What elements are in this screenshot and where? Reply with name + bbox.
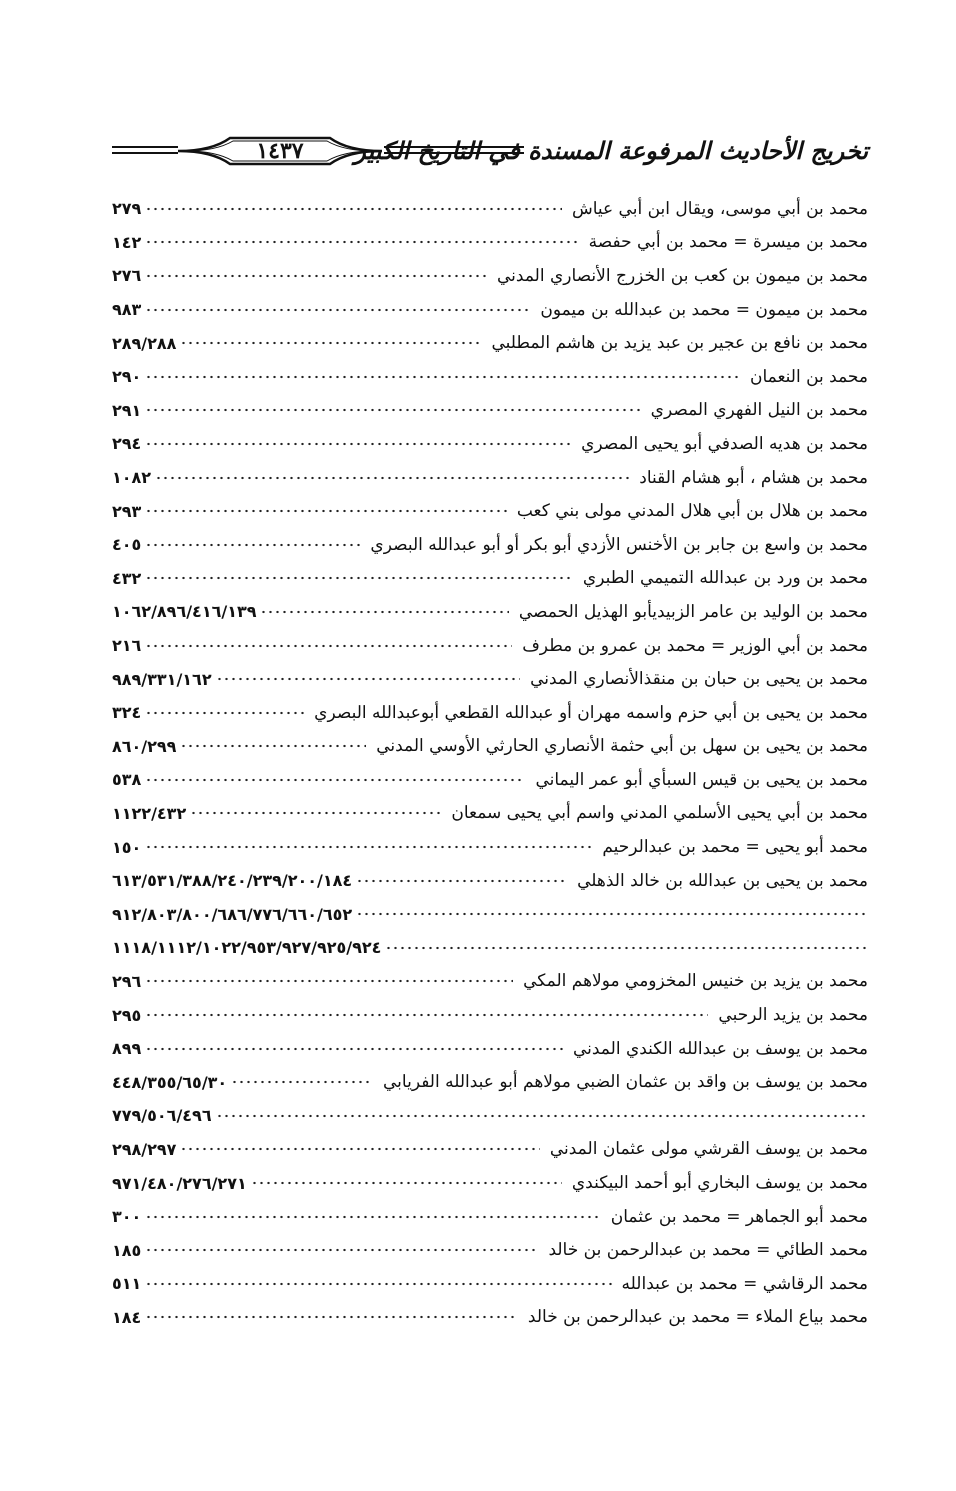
dot-leader [145,202,562,216]
entry-name: محمد بن أبي يحيى الأسلمي المدني واسم أبي يحيى سمعان [451,803,868,824]
entry-page-refs: ٩١٢/٨٠٣/٨٠٠/٦٨٦/٧٧٦/٦٦٠/٦٥٢ [112,904,353,924]
entry-name: محمد بن هلال بن أبي هلال المدني مولى بني كعب [516,501,868,522]
dot-leader [180,336,481,350]
dot-leader [145,639,512,653]
entry-name: محمد بن يوسف البخاري أبو أحمد البيكندي [571,1173,868,1194]
dot-leader [231,1075,373,1089]
entry-name: محمد بياع الملاء = محمد بن عبدالرحمن بن خالد [527,1307,868,1328]
index-entry [112,226,868,260]
dot-leader [216,1109,868,1123]
entry-page-refs: ١١١٨/١١١٢/١٠٢٢/٩٥٣/٩٢٧/٩٢٥/٩٢٤ [112,938,382,958]
entry-name: محمد بن يوسف القرشي مولى عثمان المدني [549,1139,868,1160]
dot-leader [145,437,571,451]
index-entry [112,864,868,898]
dot-leader [145,1042,563,1056]
index-entry [112,1233,868,1267]
index-list [112,192,868,1334]
entry-page-refs: ٢٩١ [112,400,142,420]
entry-page-refs: ٩٧١/٤٨٠/٢٧٦/٢٧١ [112,1173,247,1193]
index-entry [112,394,868,428]
entry-name: محمد بن يحيى بن حبان بن منقذالأنصاري المدني [530,669,868,690]
entry-name: محمد بن يحيى بن سهل بن أبي حثمة الأنصاري الحارثي الأوسي المدني [376,736,868,757]
index-entry [112,595,868,629]
dot-leader [145,571,573,585]
dot-leader [145,1210,600,1224]
entry-name: محمد بن هديه الصدفي أبو يحيى المصري [581,433,868,454]
entry-name: محمد بن ميمون = محمد بن عبدالله بن ميمون [540,299,868,320]
header-rule-left [112,146,178,154]
index-entry [112,696,868,730]
entry-page-refs: ٣٢٤ [112,703,142,723]
dot-leader [145,974,513,988]
index-entry [112,1301,868,1335]
entry-name: محمد بن أبي موسى، ويقال ابن أبي عياش [571,198,868,219]
entry-page-refs: ٧٧٩/٥٠٦/٤٩٦ [112,1106,212,1126]
index-entry [112,259,868,293]
entry-name: محمد بن يحيى بن عبدالله بن خالد الذهلي [577,870,868,891]
entry-page-refs: ٢٩٥ [112,1005,142,1025]
entry-name: محمد بن يوسف بن واقد بن عثمان الضبي مولاهم أبو عبدالله الفريابي [383,1072,868,1093]
entry-name: محمد بن نافع بن عجير بن عبد يزيد بن هاشم المطلبي [491,333,868,354]
dot-leader [180,739,366,753]
entry-page-refs: ٥٣٨ [112,770,142,790]
index-entry-continuation [112,931,868,965]
entry-page-refs: ٢٩٠ [112,367,142,387]
entry-page-refs: ٢٩٨/٢٩٧ [112,1139,177,1159]
entry-page-refs: ٨٩٩ [112,1039,142,1059]
dot-leader [216,672,521,686]
entry-name: محمد الرقاشي = محمد بن عبدالله [621,1273,868,1294]
book-title: تخريج الأحاديث المرفوعة المسندة في التاريخ الكبير [354,136,868,165]
dot-leader [145,303,530,317]
entry-name: محمد بن يزيد الرحبي [718,1005,868,1026]
dot-leader [356,874,567,888]
entry-page-refs: ٢٨٩/٢٨٨ [112,333,177,353]
index-entry [112,998,868,1032]
dot-leader [356,907,868,921]
entry-name: محمد بن النعمان [749,366,868,387]
entry-page-refs: ٢٩٦ [112,971,142,991]
entry-page-refs: ١١٢٢/٤٣٢ [112,803,187,823]
dot-leader [145,1310,518,1324]
entry-page-refs: ٢٩٤ [112,434,142,454]
entry-page-refs: ٦١٣/٥٣١/٣٨٨/٢٤٠/٢٣٩/٢٠٠/١٨٤ [112,871,353,891]
entry-name: محمد بن يزيد بن خنيس المخزومي مولاهم المكي [523,971,868,992]
entry-page-refs: ٢٧٦ [112,266,142,286]
index-entry [112,763,868,797]
dot-leader [145,538,360,552]
dot-leader [145,1243,538,1257]
dot-leader [145,370,740,384]
index-entry [112,1166,868,1200]
index-entry [112,427,868,461]
entry-page-refs: ١٨٤ [112,1307,142,1327]
entry-page-refs: ٩٨٩/٣٣١/١٦٢ [112,669,212,689]
index-entry [112,662,868,696]
dot-leader [155,471,629,485]
entry-name: محمد بن ورد بن عبدالله التميمي الطبري [582,568,868,589]
index-entry [112,629,868,663]
index-entry [112,494,868,528]
entry-page-refs: ٢٧٩ [112,199,142,219]
index-entry [112,965,868,999]
index-entry-continuation [112,1099,868,1133]
entry-name: محمد الطائي = محمد بن عبدالرحمن بن خالد [548,1240,868,1261]
entry-name: محمد بن يحيى بن قيس السبأي أبو عمر اليماني [535,769,868,790]
dot-leader [251,1176,562,1190]
dot-leader [180,1142,539,1156]
index-entry [112,1200,868,1234]
page-header [112,132,868,174]
dot-leader [145,504,507,518]
dot-leader [145,773,525,787]
index-entry [112,461,868,495]
entry-name: محمد بن واسع بن جابر بن الأخنس الأزدي أبو بكر أو أبو عبدالله البصري [370,534,868,555]
dot-leader [145,235,578,249]
dot-leader [145,1277,611,1291]
entry-page-refs: ١٠٦٢/٨٩٦/٤١٦/١٣٩ [112,602,257,622]
entry-page-refs: ١٠٨٢ [112,468,152,488]
index-entry [112,360,868,394]
index-entry [112,1065,868,1099]
entry-page-refs: ١٨٥ [112,1240,142,1260]
index-entry [112,562,868,596]
index-entry [112,1267,868,1301]
entry-page-refs: ٤٣٢ [112,568,142,588]
entry-name: محمد أبو الجماهر = محمد بن عثمان [610,1206,868,1227]
index-entry [112,293,868,327]
index-entry [112,730,868,764]
entry-page-refs: ٨٦٠/٢٩٩ [112,736,177,756]
entry-name: محمد بن أبي الوزير = محمد بن عمرو بن مطرف [522,635,868,656]
entry-page-refs: ٥١١ [112,1274,142,1294]
index-entry [112,326,868,360]
dot-leader [260,605,508,619]
entry-name: محمد بن يحيى بن أبي حزم واسمه مهران أو عبدالله القطعي أبوعبدالله البصري [314,702,868,723]
dot-leader [145,1008,708,1022]
entry-name: محمد بن النيل الفهري المصري [650,400,868,421]
dot-leader [145,269,487,283]
index-entry [112,830,868,864]
entry-page-refs: ٣٠٠ [112,1207,142,1227]
entry-page-refs: ٩٨٣ [112,300,142,320]
entry-name: محمد بن هشام ، أبو هشام القناد [639,467,868,488]
entry-name: محمد أبو يحيى = محمد بن عبدالرحيم [602,837,868,858]
entry-name: محمد بن ميمون بن كعب بن الخزرج الأنصاري المدني [497,265,868,286]
entry-page-refs: ٢٩٣ [112,501,142,521]
index-entry-continuation [112,897,868,931]
index-entry [112,1133,868,1167]
entry-name: محمد بن يوسف بن عبدالله الكندي المدني [572,1038,868,1059]
dot-leader [385,941,868,955]
index-entry [112,797,868,831]
entry-name: محمد بن ميسرة = محمد بن أبي حفصة [588,232,868,253]
index-entry [112,192,868,226]
entry-page-refs: ١٤٢ [112,232,142,252]
dot-leader [145,403,640,417]
entry-page-refs: ٢١٦ [112,636,142,656]
entry-page-refs: ٤٤٨/٣٥٥/٦٥/٣٠ [112,1072,228,1092]
index-entry [112,528,868,562]
entry-name: محمد بن الوليد بن عامر الزبيديأبو الهذيل الحمصي [518,601,868,622]
index-entry [112,1032,868,1066]
entry-page-refs: ٤٠٥ [112,535,142,555]
dot-leader [190,806,441,820]
page-number: ١٤٣٧ [256,138,304,164]
dot-leader [145,706,304,720]
dot-leader [145,840,592,854]
entry-page-refs: ١٥٠ [112,837,142,857]
